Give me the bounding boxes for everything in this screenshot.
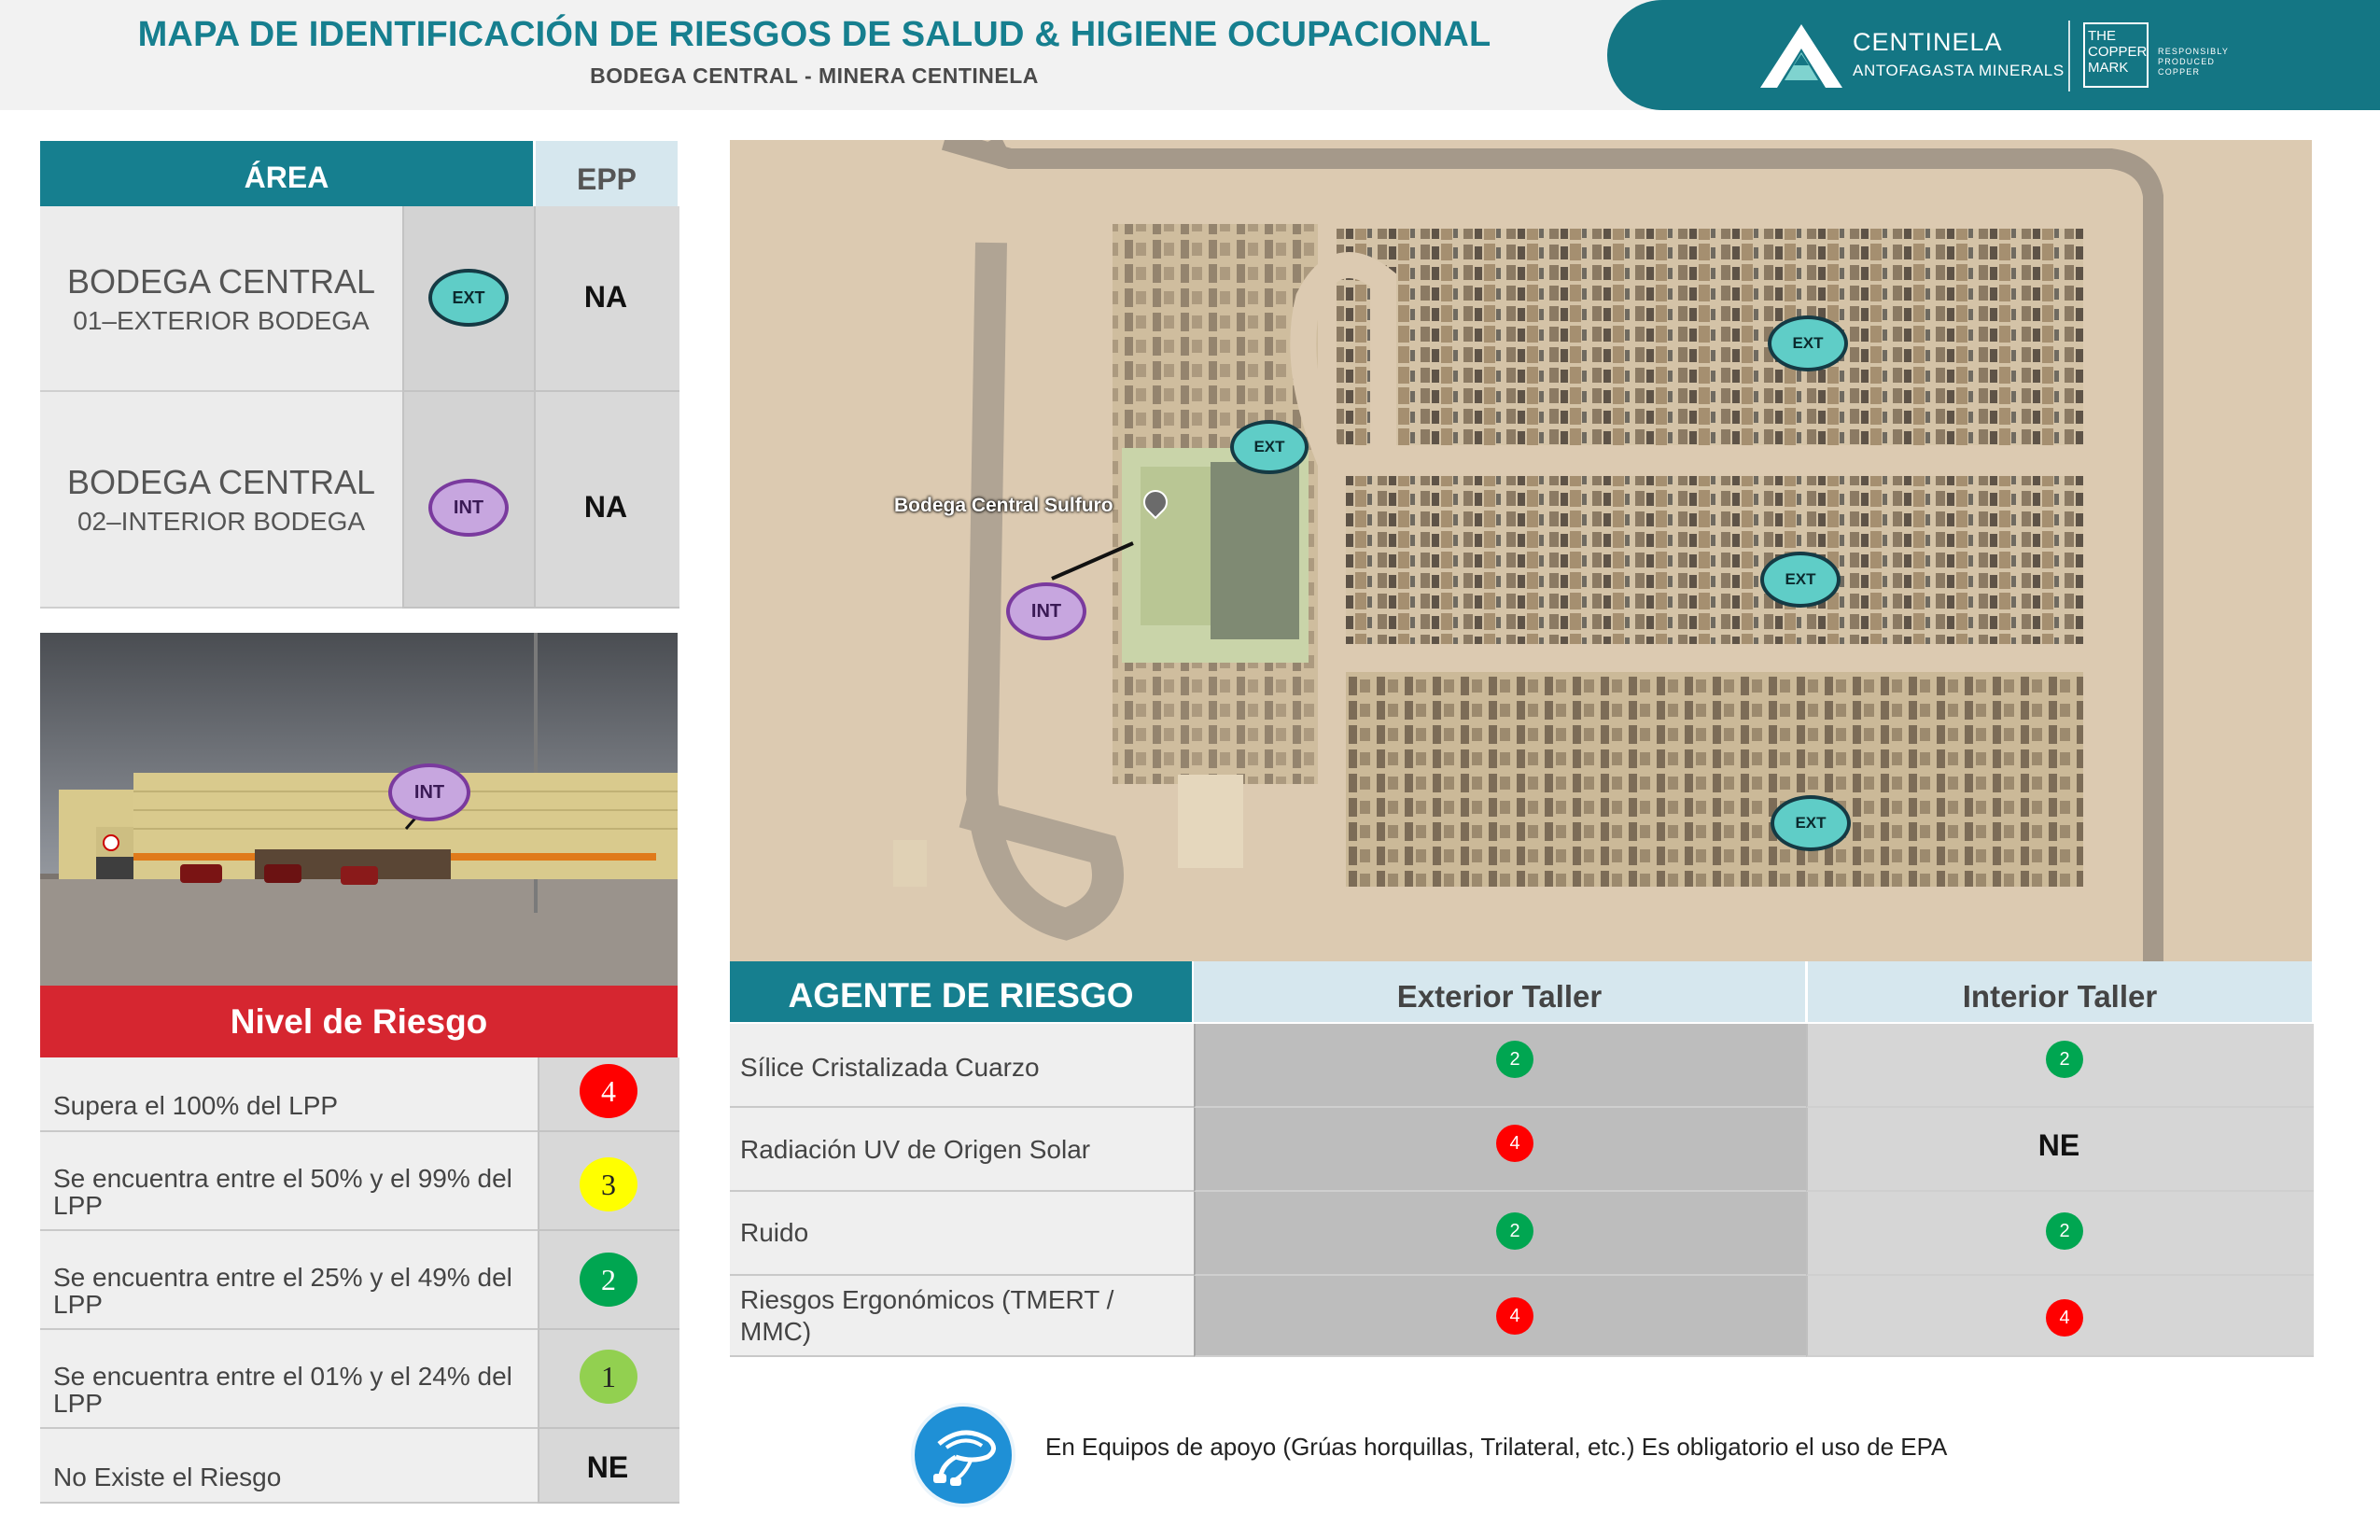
epp-header: EPP xyxy=(576,162,637,196)
risk-value-badge: 4 xyxy=(2046,1299,2083,1337)
nivel-header: Nivel de Riesgo xyxy=(230,1002,488,1041)
risk-value-badge: 4 xyxy=(1496,1125,1533,1162)
map-place-label: Bodega Central Sulfuro xyxy=(894,495,1113,516)
centinela-logo-icon xyxy=(1757,21,1846,91)
copper-mark-line: THE xyxy=(2088,28,2116,44)
risk-level-badge: 4 xyxy=(580,1064,637,1118)
risk-level-ne: NE xyxy=(586,1450,629,1484)
brand-divider xyxy=(2068,21,2070,91)
ext-badge: EXT xyxy=(428,269,509,327)
ext-map-marker: EXT xyxy=(1771,795,1851,851)
risk-value-badge: 2 xyxy=(2046,1212,2083,1250)
risk-level-badge: 1 xyxy=(580,1350,637,1404)
area-name: BODEGA CENTRAL xyxy=(66,262,376,301)
area-name: BODEGA CENTRAL xyxy=(66,463,376,501)
copper-mark-line: COPPER xyxy=(2088,44,2148,60)
agente-label: Riesgos Ergonómicos (TMERT / MMC) xyxy=(740,1285,1114,1346)
area-subname: 01–EXTERIOR BODEGA xyxy=(73,306,370,335)
int-badge: INT xyxy=(388,763,470,821)
int-map-marker: INT xyxy=(1006,582,1086,640)
copper-mark-logo xyxy=(2083,22,2149,88)
agente-label: Ruido xyxy=(740,1218,809,1247)
building-photo-illustration xyxy=(40,633,678,986)
epa-note: En Equipos de apoyo (Grúas horquillas, Trilateral, etc.) Es obligatorio el uso de EPA xyxy=(1045,1433,1948,1461)
copper-mark-line: MARK xyxy=(2088,60,2129,76)
brand-name: CENTINELA xyxy=(1853,28,2003,56)
risk-value-ne: NE xyxy=(2037,1128,2080,1162)
map-connector xyxy=(730,140,2312,961)
satellite-map xyxy=(730,140,2312,961)
agente-label: Radiación UV de Origen Solar xyxy=(740,1135,1091,1164)
brand-subtitle: ANTOFAGASTA MINERALS xyxy=(1853,62,2065,79)
risk-value-badge: 2 xyxy=(1496,1041,1533,1078)
ext-map-marker: EXT xyxy=(1768,315,1848,371)
ext-map-marker: EXT xyxy=(1230,420,1309,474)
nivel-label: Se encuentra entre el 25% y el 49% del LPP xyxy=(53,1263,512,1319)
agente-header: AGENTE DE RIESGO xyxy=(788,976,1134,1015)
nivel-label: Se encuentra entre el 50% y el 99% del LPP xyxy=(53,1164,512,1220)
col-header-exterior: Exterior Taller xyxy=(1396,979,1603,1014)
page-title: MAPA DE IDENTIFICACIÓN DE RIESGOS DE SALUD & HIGIENE OCUPACIONAL xyxy=(137,15,1491,54)
risk-level-badge: 2 xyxy=(580,1253,637,1307)
area-subname: 02–INTERIOR BODEGA xyxy=(77,507,366,536)
agente-label: Sílice Cristalizada Cuarzo xyxy=(740,1053,1040,1082)
ext-map-marker: EXT xyxy=(1760,552,1841,608)
risk-value-badge: 2 xyxy=(2046,1041,2083,1078)
int-badge: INT xyxy=(428,479,509,537)
epp-value: NA xyxy=(583,490,628,524)
page-subtitle: BODEGA CENTRAL - MINERA CENTINELA xyxy=(590,63,1039,88)
risk-level-badge: 3 xyxy=(580,1157,637,1211)
building-photo xyxy=(40,633,678,986)
epp-value: NA xyxy=(583,280,628,314)
col-header-interior: Interior Taller xyxy=(1962,979,2158,1014)
area-header: ÁREA xyxy=(244,161,329,194)
copper-mark-tagline: RESPONSIBLY PRODUCED COPPER xyxy=(2158,47,2229,77)
risk-value-badge: 4 xyxy=(1496,1297,1533,1335)
nivel-label: Se encuentra entre el 01% y el 24% del LPP xyxy=(53,1362,512,1418)
nivel-label: No Existe el Riesgo xyxy=(53,1463,282,1491)
nivel-label: Supera el 100% del LPP xyxy=(53,1091,339,1120)
hearing-protection-icon xyxy=(911,1403,1015,1507)
risk-value-badge: 2 xyxy=(1496,1212,1533,1250)
